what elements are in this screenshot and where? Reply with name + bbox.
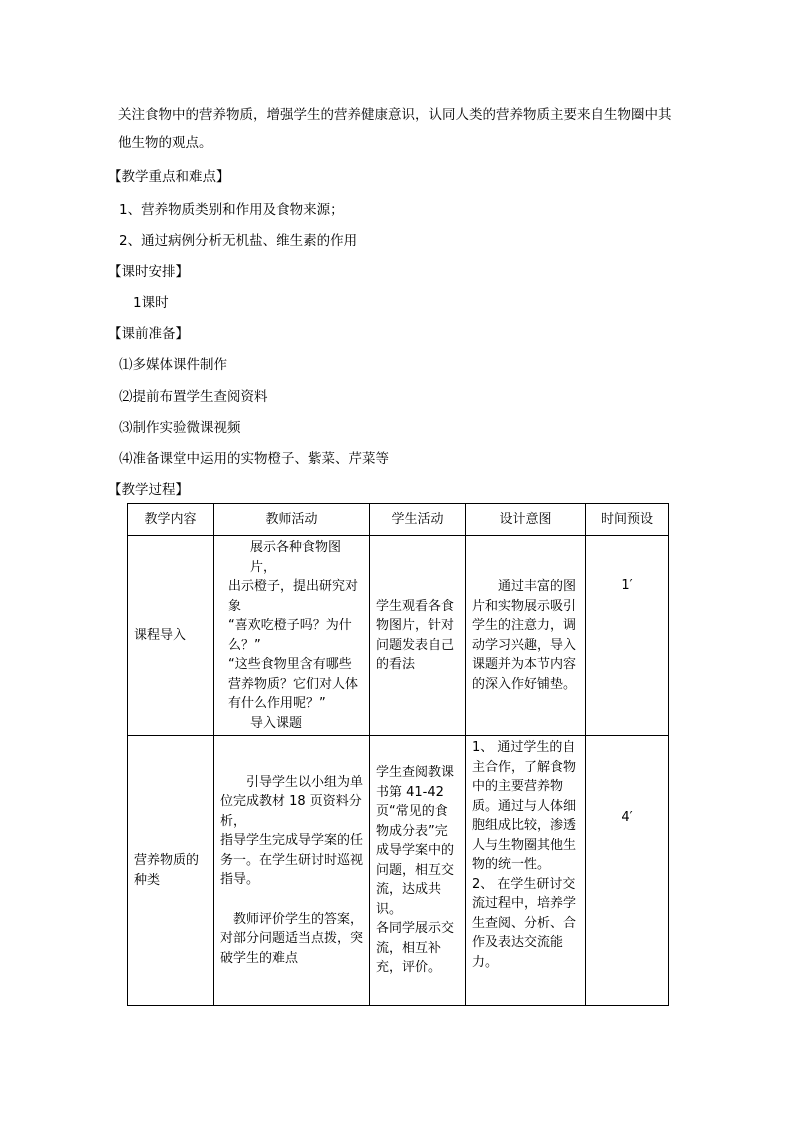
table-row — [128, 736, 669, 1006]
header-student: 学生活动 — [370, 504, 466, 536]
header-content: 教学内容 — [128, 504, 214, 536]
table-row — [128, 536, 669, 736]
row1-content: 课程导入 — [128, 536, 214, 736]
intro-line-2: 他生物的观点。 — [118, 135, 213, 151]
header-teacher: 教师活动 — [214, 504, 370, 536]
row2-content: 营养物质的种类 — [128, 736, 214, 1006]
prep-item-1: ⑴多媒体课件制作 — [119, 357, 227, 373]
header-time: 时间预设 — [586, 504, 669, 536]
prep-item-2: ⑵提前布置学生查阅资料 — [119, 389, 268, 405]
teaching-process-table — [127, 503, 669, 1006]
prep-item-4: ⑷准备课堂中运用的实物橙子、紫菜、芹菜等 — [119, 451, 389, 467]
row1-intent: 通过丰富的图片和实物展示吸引学生的注意力，调动学习兴趣，导入课题并为本节内容的深入作好铺垫。 — [466, 536, 586, 736]
focus-item-2: 2、通过病例分析无机盐、维生素的作用 — [119, 233, 358, 249]
schedule-value: 1课时 — [133, 295, 169, 311]
row1-student: 学生观看各食物图片，针对问题发表自己的看法 — [370, 536, 466, 736]
prep-heading: 【课前准备】 — [108, 326, 189, 342]
process-heading: 【教学过程】 — [108, 482, 189, 498]
row2-intent: 1、 通过学生的自主合作，了解食物中的主要营养物质。通过与人体细胞组成比较，渗透人与生物圈其他生物的统一性。 2、 在学生研讨交流过程中，培养学生查阅、分析、合作及表达交流能力。 — [466, 736, 586, 1006]
row2-time: 4′ — [586, 736, 669, 1006]
intro-line-1: 关注食物中的营养物质，增强学生的营养健康意识，认同人类的营养物质主要来自生物圈中其 — [118, 107, 672, 123]
table-header-row — [128, 504, 669, 536]
schedule-heading: 【课时安排】 — [108, 264, 189, 280]
prep-item-3: ⑶制作实验微课视频 — [119, 420, 241, 436]
intro-paragraph — [118, 101, 718, 157]
row1-time: 1′ — [586, 536, 669, 736]
focus-heading: 【教学重点和难点】 — [108, 169, 230, 185]
row2-student: 学生查阅教课书第 41-42 页“常见的食物成分表”完成导学案中的问题，相互交流，达成共识。 各同学展示交流，相互补充，评价。 — [370, 736, 466, 1006]
header-intent: 设计意图 — [466, 504, 586, 536]
row2-teacher: 引导学生以小组为单位完成教材 18 页资料分析， 指导学生完成导学案的任务一。在学生研讨时巡视指导。 教师评价学生的答案，对部分问题适当点拨，突破学生的难点 — [214, 736, 370, 1006]
focus-item-1: 1、营养物质类别和作用及食物来源； — [119, 202, 344, 218]
row1-teacher: 展示各种食物图片， 出示橙子，提出研究对 象 “喜欢吃橙子吗？为什 么？” “这些食物里含有哪些 营养物质？它们对人体 有什么作用呢？” 导入课题 — [214, 536, 370, 736]
